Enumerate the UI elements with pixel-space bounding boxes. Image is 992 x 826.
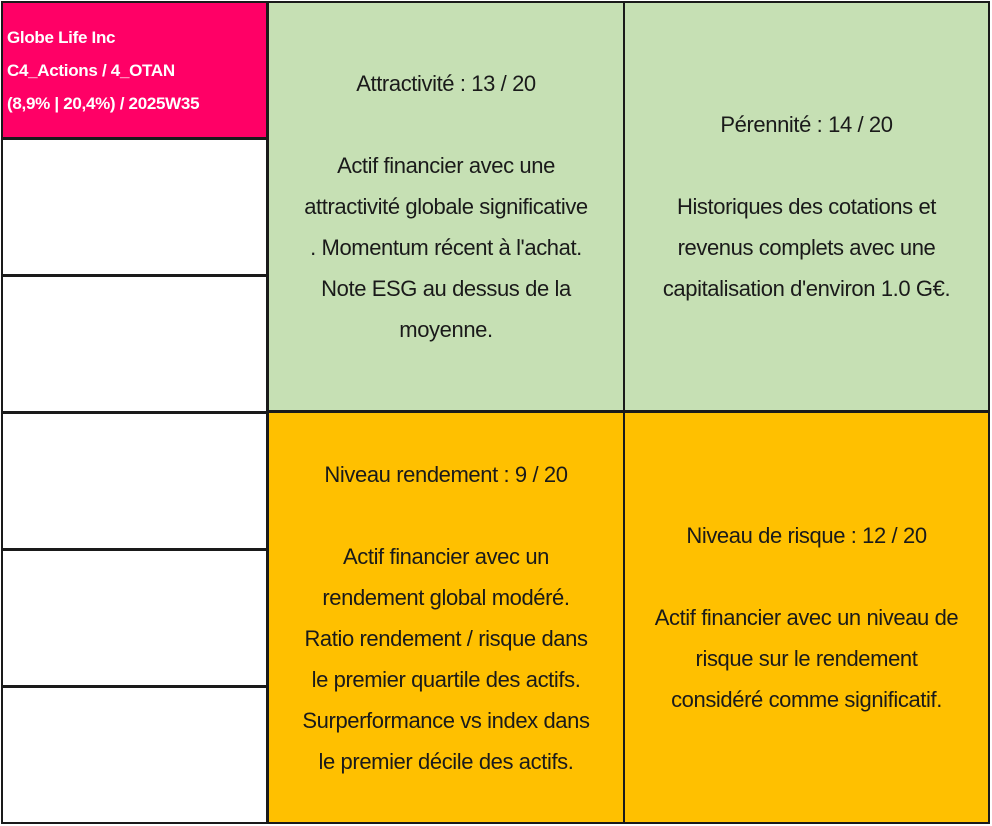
attractivite-panel: [267, 1, 625, 412]
rendement-title: Niveau rendement : 9 / 20: [324, 461, 568, 487]
empty-cell: [1, 549, 268, 687]
description-line: Note ESG au dessus de la: [321, 276, 571, 301]
asset-stats: (8,9% | 20,4%) / 2025W35: [7, 94, 200, 113]
description-line: revenus complets avec une: [677, 235, 936, 260]
empty-cell: [1, 412, 268, 550]
description-line: rendement global modéré.: [322, 584, 570, 610]
description-line: moyenne.: [399, 317, 493, 342]
empty-cell: [1, 138, 268, 276]
description-line: risque sur le rendement: [695, 646, 918, 671]
description-line: . Momentum récent à l'achat.: [310, 235, 582, 260]
description-line: Historiques des cotations et: [676, 194, 937, 219]
asset-header-cell: [1, 1, 268, 139]
asset-category: C4_Actions / 4_OTAN: [7, 61, 175, 80]
perennite-description: [663, 186, 950, 309]
risque-title: Niveau de risque : 12 / 20: [686, 523, 927, 548]
empty-cell: [1, 686, 268, 824]
risque-panel: [623, 411, 990, 824]
description-line: Surperformance vs index dans: [302, 707, 590, 733]
description-line: Actif financier avec un: [342, 543, 550, 569]
description-line: attractivité globale significative: [304, 194, 588, 219]
description-line: Actif financier avec un niveau de: [654, 605, 959, 630]
risque-description: [655, 597, 959, 720]
description-line: Ratio rendement / risque dans: [304, 625, 588, 651]
attractivite-description: [304, 145, 588, 350]
asset-name: Globe Life Inc: [7, 28, 116, 47]
description-line: Actif financier avec une: [337, 153, 555, 178]
description-line: le premier quartile des actifs.: [311, 666, 581, 692]
rendement-description: [302, 536, 589, 782]
description-line: considéré comme significatif.: [671, 687, 942, 712]
attractivite-title: Attractivité : 13 / 20: [356, 71, 536, 96]
perennite-title: Pérennité : 14 / 20: [720, 112, 893, 137]
description-line: capitalisation d'environ 1.0 G€.: [662, 276, 951, 301]
description-line: le premier décile des actifs.: [318, 748, 574, 774]
perennite-panel: [623, 1, 990, 412]
rendement-panel: [267, 411, 625, 824]
empty-cell: [1, 275, 268, 413]
